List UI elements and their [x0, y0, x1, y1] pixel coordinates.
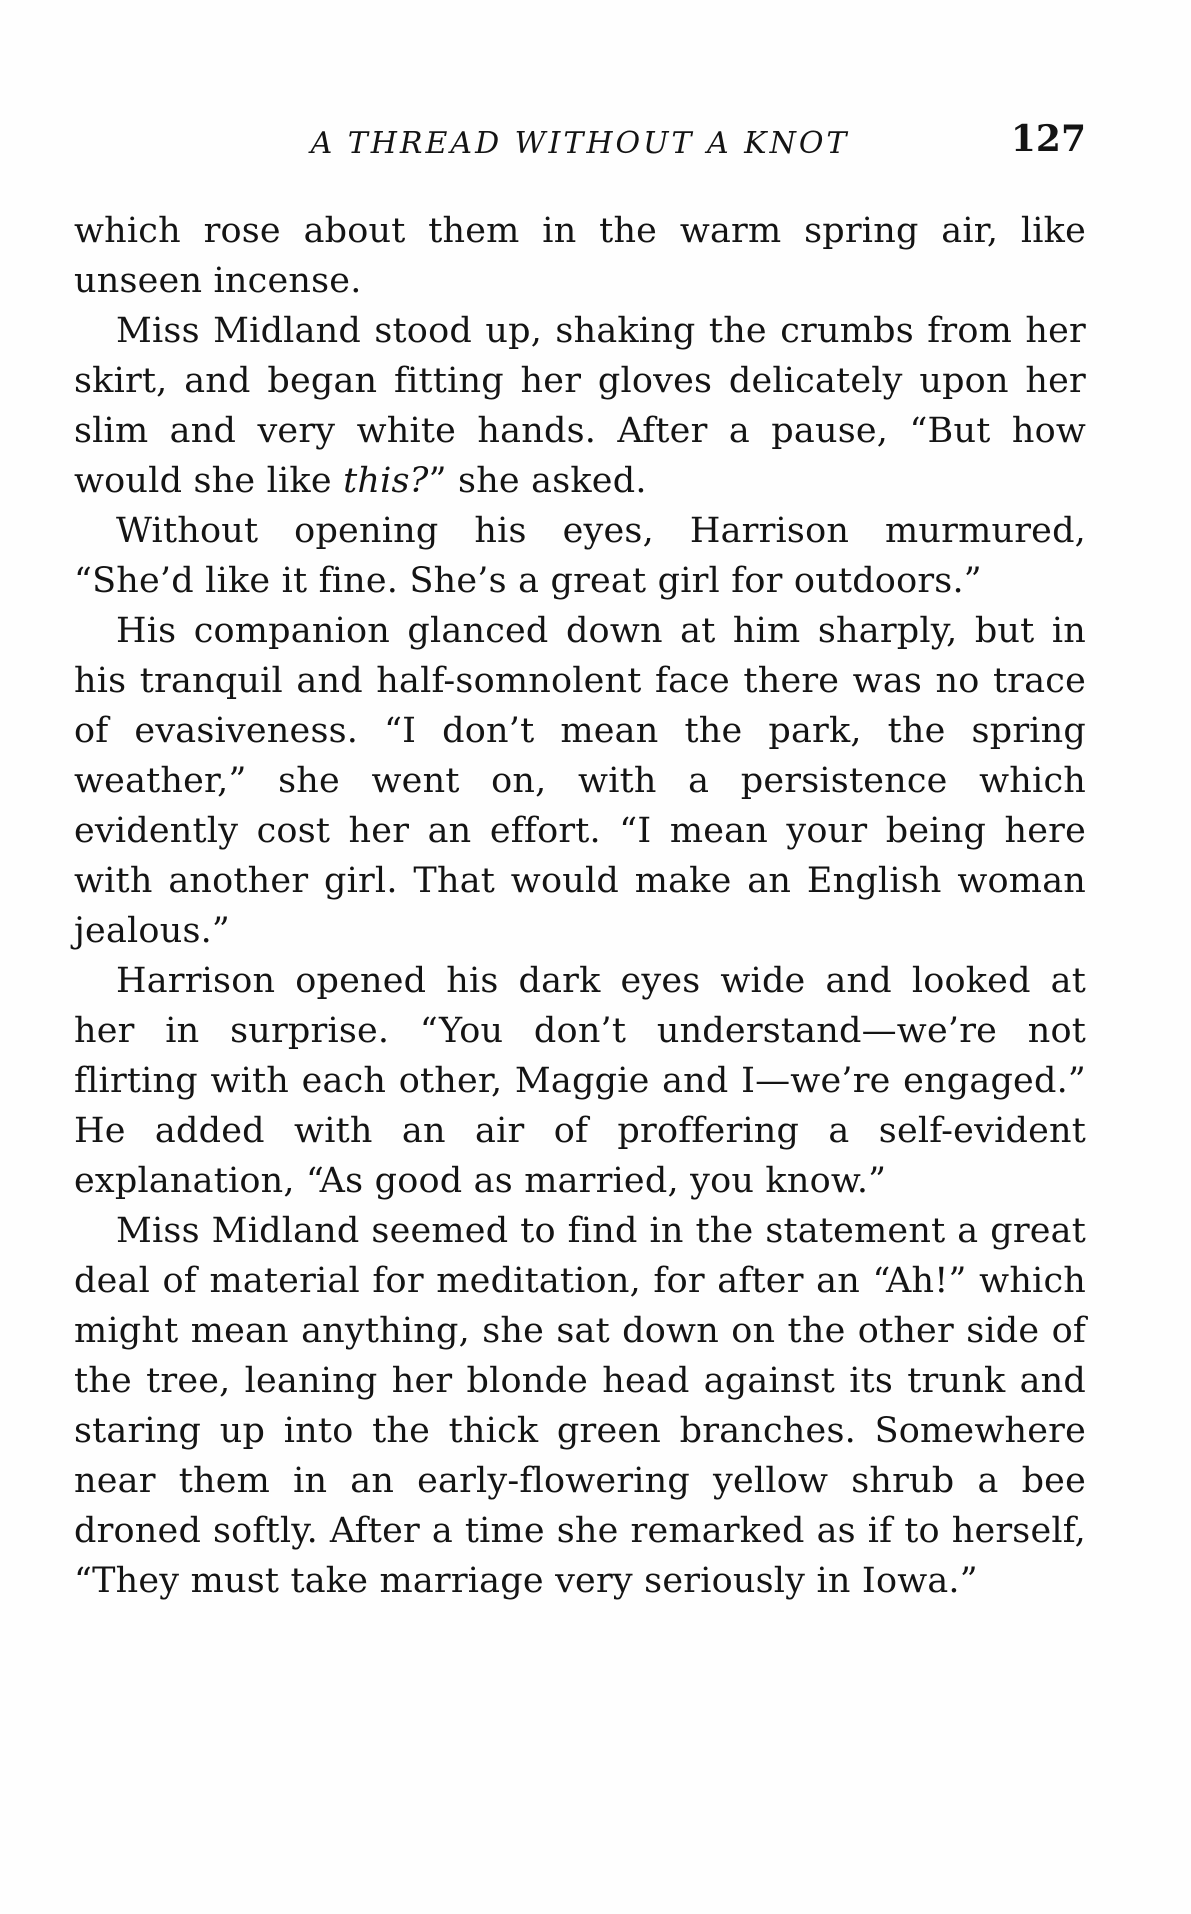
paragraph-6: Miss Midland seemed to find in the statement a great deal of material for meditation, for after an “Ah!” which might mean anything, she sat down on the other side of the tree, leaning her blonde head against its trunk and staring up into the thick green branches. Somewhere near them in an early-flowering yellow shrub a bee droned softly. After a time she remarked as if to herself, “They must take marriage very seriously in Iowa.”: [74, 1211, 1086, 1601]
paragraph-2-emphasis: this?: [343, 461, 429, 501]
page-number: 127: [1010, 118, 1086, 160]
paragraph-2-text: Miss Midland stood up, shaking the crumbs from her skirt, and began fitting her gloves delicately upon her slim and very white hands. After a pause, “But how would she like: [74, 311, 1086, 501]
paragraph-3: Without opening his eyes, Harrison murmured, “She’d like it fine. She’s a great girl for outdoors.”: [74, 511, 1086, 601]
paragraph-5: Harrison opened his dark eyes wide and looked at her in surprise. “You don’t understand—we’re not flirting with each other, Maggie and I—we’re engaged.” He added with an air of proffering a self-evident explanation, “As good as married, you know.”: [74, 961, 1086, 1201]
running-head: [74, 118, 1086, 168]
running-title: A THREAD WITHOUT A KNOT: [310, 126, 850, 161]
paragraph-1: which rose about them in the warm spring air, like unseen incense.: [74, 211, 1086, 301]
body-text: [74, 206, 1086, 1606]
paragraph-2: [74, 306, 1086, 506]
paragraph-4: His companion glanced down at him sharply, but in his tranquil and half-somnolent face there was no trace of evasiveness. “I don’t mean the park, the spring weather,” she went on, with a persistence which evidently cost her an effort. “I mean your being here with another girl. That would make an English woman jealous.”: [74, 611, 1086, 951]
paragraph-2-tail: ” she asked.: [428, 461, 647, 501]
